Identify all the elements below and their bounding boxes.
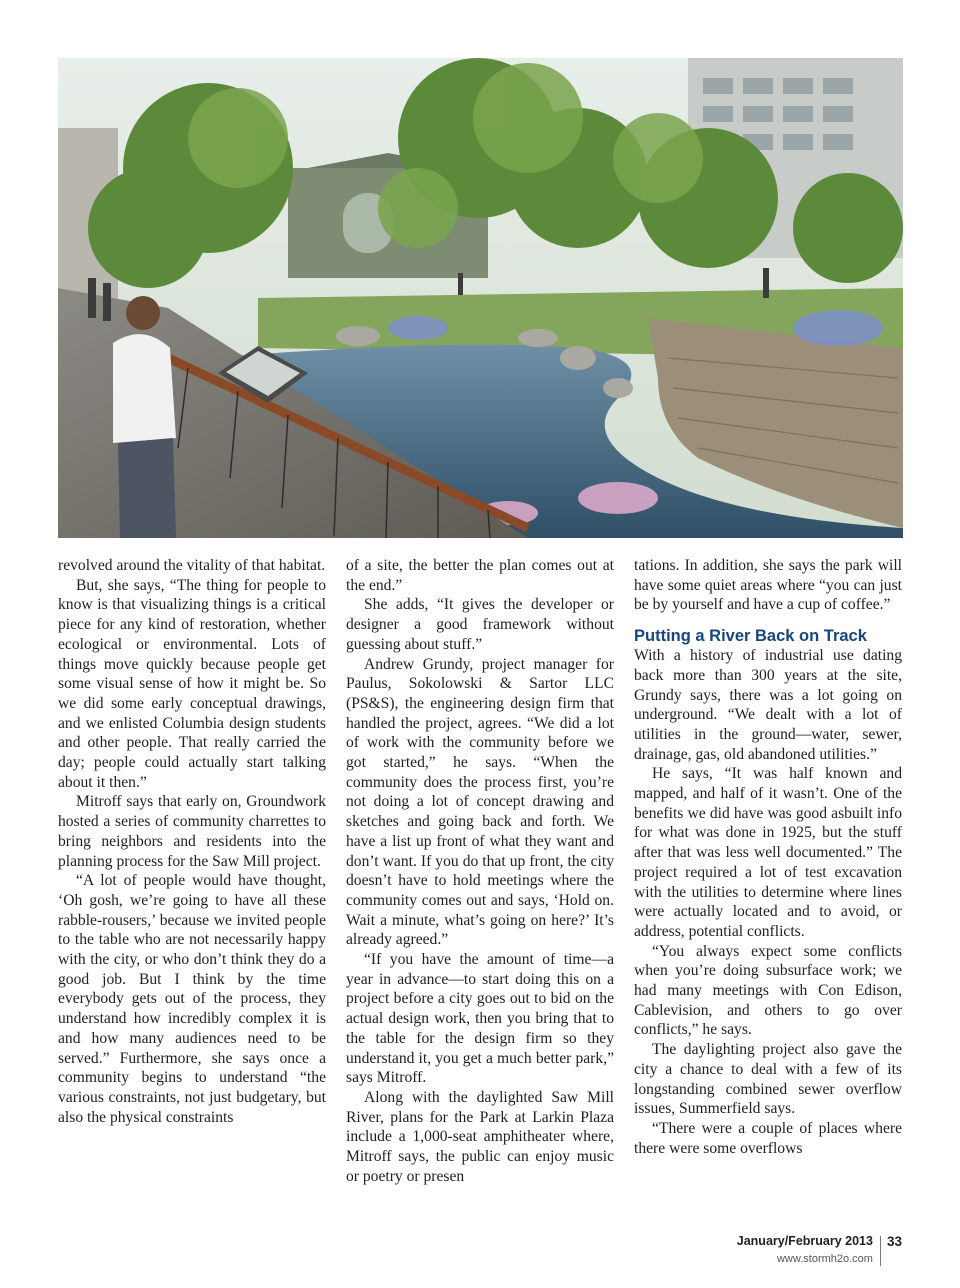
paragraph: of a site, the better the plan comes out at the end.” <box>346 557 614 594</box>
paragraph: She adds, “It gives the developer or designer a good framework without guessing about stuff.” <box>346 596 614 653</box>
issue-date: January/February 2013 <box>736 1234 873 1248</box>
hero-illustration <box>58 58 903 538</box>
paragraph: “If you have the amount of time—a year in advance—to start doing this on a project before a city goes out to bid on the actual design work, then you bring that to the table for the design firm so they understand it, you get a much better park,” says Mitroff. <box>346 951 614 1087</box>
article-column-1 <box>58 556 326 1127</box>
page-number: 33 <box>886 1234 902 1249</box>
paragraph: Andrew Grundy, project manager for Paulus, Sokolowski & Sartor LLC (PS&S), the engineering design firm that handled the project, agrees. “We did a lot of work with the community before we got started,” he says. “When the community does the process first, you’re not doing a lot of concept drawing and sketches and going back and forth. We have a list up front of what they want and don’t want. If you do that up front, the city doesn’t have to hold meetings where the community comes out and says, ‘Hold on. Wait a minute, what’s going on here?’ It’s already agreed.” <box>346 655 614 949</box>
paragraph: Mitroff says that early on, Groundwork hosted a series of community charrettes to bring neighbors and residents into the planning process for the Saw Mill project. <box>58 793 326 870</box>
paragraph: But, she says, “The thing for people to know is that visualizing things is a critical piece for any kind of restoration, whether ecological or environmental. Lots of things move quickly because people get some visual sense of how it might be. So we did some early conceptual drawings, and we enlisted Columbia design students and other people. That really carried the day; people could actually start talking about it then.” <box>58 576 326 791</box>
paragraph: “You always expect some conflicts when you’re doing subsurface work; we had many meetings with Con Edison, Cablevision, and others to go over conflicts,” he says. <box>634 942 902 1039</box>
park-rendering <box>58 58 903 538</box>
paragraph: He says, “It was half known and mapped, and half of it wasn’t. One of the benefits we did have was good asbuilt info for what was done in 1925, but the stuff after that was less well documented.” The project required a lot of test excavation with the utilities to determine where lines were actually located and to avoid, or address, potential conflicts. <box>634 765 902 940</box>
paragraph: Along with the daylighted Saw Mill River, plans for the Park at Larkin Plaza include a 1,000-seat amphitheater where, Mitroff says, the public can enjoy music or poetry or presen <box>346 1088 614 1185</box>
paragraph: “A lot of people would have thought, ‘Oh gosh, we’re going to have all these rabble-rousers,’ because we invited people to the table who are not necessarily happy with the city, or who don’t think they do a good job. But I think by the time everybody gets out of the process, they understand how incredibly complex it is and how many audiences need to be served.” Furthermore, she says once a community begins to understand “the various constraints, not just budgetary, but also the physical constraints <box>58 872 326 1126</box>
website-link[interactable]: www.stormh2o.com <box>776 1253 873 1265</box>
paragraph: “There were a couple of places where there were some overflows <box>634 1119 902 1157</box>
footer-text <box>737 1234 880 1266</box>
section-heading: Putting a River Back on Track <box>634 627 867 646</box>
paragraph: With a history of industrial use dating back more than 300 years at the site, Grundy says, there was a lot going on underground. “We dealt with a lot of utilities in the ground—water, sewer, drainage, gas, old abandoned utilities.” <box>634 647 902 763</box>
paragraph: The daylighting project also gave the city a chance to deal with a few of its longstanding combined sewer overflow issues, Summerfield says. <box>634 1041 902 1118</box>
paragraph: revolved around the vitality of that habitat. <box>58 557 326 574</box>
article-column-2 <box>346 556 614 1187</box>
paragraph: tations. In addition, she says the park will have some quiet areas where “you can just be by yourself and have a cup of coffee.” <box>634 557 902 614</box>
article-column-3 <box>634 556 902 1158</box>
page-footer <box>737 1234 902 1274</box>
